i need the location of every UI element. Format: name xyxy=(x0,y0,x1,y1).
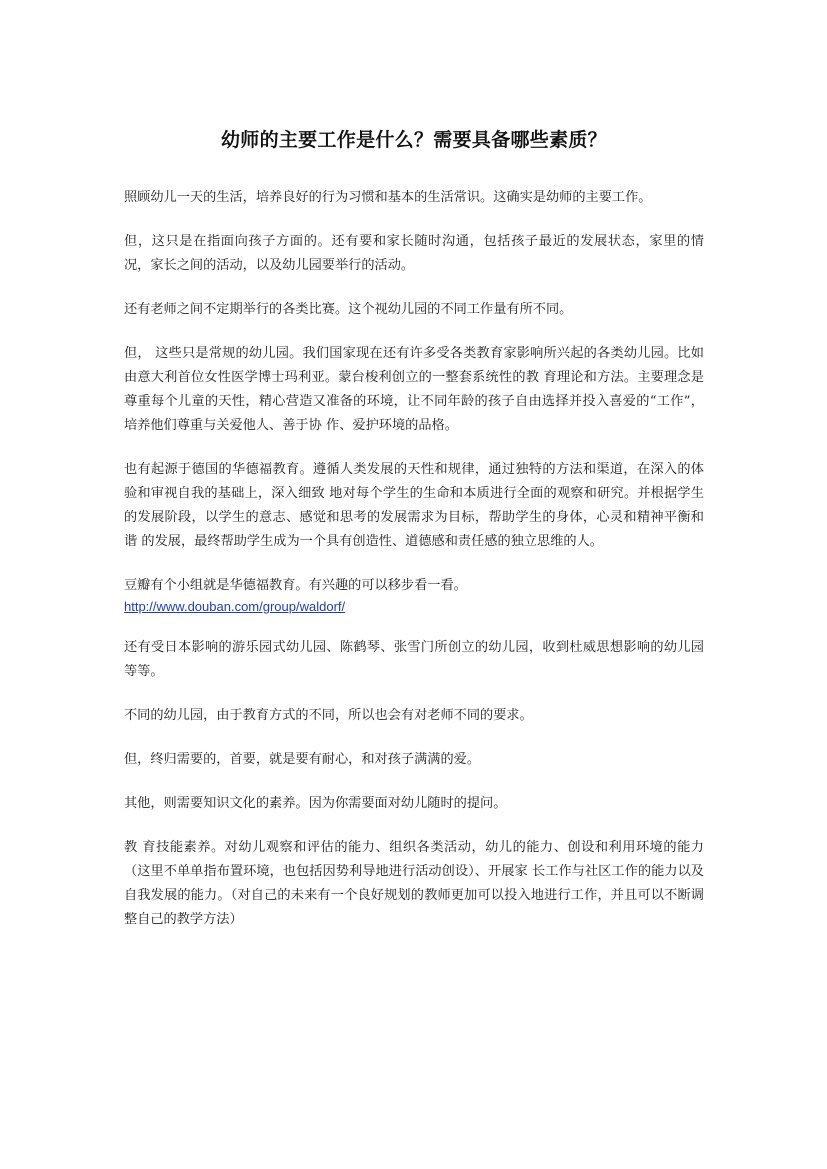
document-body xyxy=(124,126,704,952)
paragraph-2: 但，这只是在指面向孩子方面的。还有要和家长随时沟通，包括孩子最近的发展状态，家里的情况，家长之间的活动，以及幼儿园要举行的活动。 xyxy=(124,234,704,273)
paragraph-4: 但， 这些只是常规的幼儿园。我们国家现在还有许多受各类教育家影响所兴起的各类幼儿园。比如由意大利首位女性医学博士玛利亚。蒙台梭利创立的一整套系统性的教 育理论和方法。主要理念是尊重每个儿童的天性，精心营造又准备的环境，让不同年龄的孩子自由选择并投入喜爱的“工作”，培养他们尊重与关爱他人、善于协 作、爱护环境的品格。 xyxy=(124,346,704,433)
paragraph-9: 但，终归需要的，首要，就是要有耐心，和对孩子满满的爱。 xyxy=(124,752,481,767)
paragraph-5: 也有起源于德国的华德福教育。遵循人类发展的天性和规律，通过独特的方法和渠道，在深入的体验和审视自我的基础上，深入细致 地对每个学生的生命和本质进行全面的观察和研究。并根据学生的发展阶段，以学生的意志、感觉和思考的发展需求为目标，帮助学生的身体，心灵和精神平衡和谐 的发展，最终帮助学生成为一个具有创造性、道德感和责任感的独立思维的人。 xyxy=(124,462,704,549)
waldorf-group-link[interactable]: http://www.douban.com/group/waldorf/ xyxy=(124,599,346,614)
paragraph-11: 教 育技能素养。对幼儿观察和评估的能力、组织各类活动，幼儿的能力、创设和利用环境的能力（这里不单单指布置环境，也包括因势利导地进行活动创设）、开展家 长工作与社区工作的能力以及自我发展的能力。（对自己的未来有一个良好规划的教师更加可以投入地进行工作，并且可以不断调整自己的教学方法） xyxy=(124,840,704,927)
paragraph-1: 照顾幼儿一天的生活，培养良好的行为习惯和基本的生活常识。这确实是幼师的主要工作。 xyxy=(124,190,652,205)
paragraph-3: 还有老师之间不定期举行的各类比赛。这个视幼儿园的不同工作量有所不同。 xyxy=(124,302,573,317)
paragraph-7: 还有受日本影响的游乐园式幼儿园、陈鹤琴、张雪门所创立的幼儿园，收到杜威思想影响的幼儿园等等。 xyxy=(124,640,704,679)
page-title: 幼师的主要工作是什么？需要具备哪些素质？ xyxy=(220,129,607,151)
paragraph-10: 其他，则需要知识文化的素养。因为你需要面对幼儿随时的提问。 xyxy=(124,796,507,811)
paragraph-6: 豆瓣有个小组就是华德福教育。有兴趣的可以移步看一看。 xyxy=(124,578,467,593)
paragraph-8: 不同的幼儿园，由于教育方式的不同，所以也会有对老师不同的要求。 xyxy=(124,708,533,723)
